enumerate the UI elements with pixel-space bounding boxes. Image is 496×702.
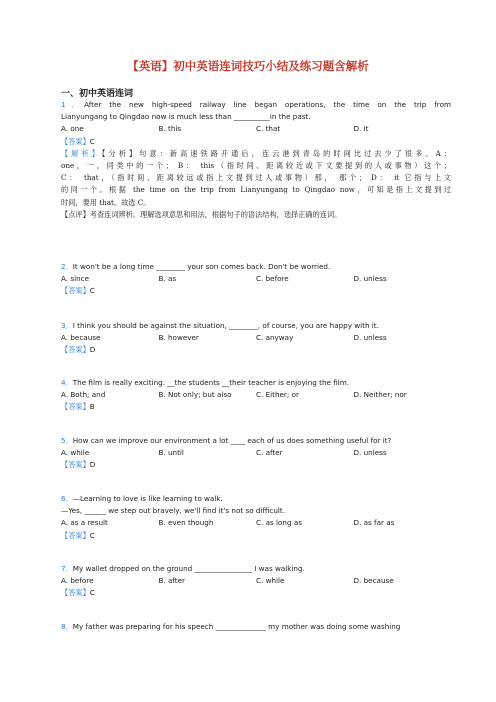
option-b: B. as [158,274,177,284]
question-number: 5． [61,436,73,445]
comment-line: 【点评】考查连词辨析。理解选项意思和用法，根据句子的语法结构，选择正确的连词。 [61,209,342,219]
answer-label: 【答案】 [61,136,90,146]
option-a: A. before [61,576,94,586]
options-row [61,575,451,587]
option-c: C. while [256,576,285,586]
option-c: C. Either; or [256,390,299,400]
option-a: A. one [61,124,84,134]
option-b: B. after [158,576,186,586]
answer-line [61,530,451,542]
question-number: 4． [61,378,73,387]
answer-line [61,344,451,356]
answer-value: C [89,136,95,146]
option-c: C. as long as [256,518,302,528]
answer-value: C [89,286,95,296]
answer-label: 【答案】 [61,345,90,355]
question-text: 7．My wallet dropped on the ground ________________ I was walking. [61,564,305,573]
question-text: Lianyungang to Qingdao now is much less than __________in the past. [61,112,311,122]
question-text: 6．—Learning to love is like learning to walk. [61,494,223,503]
option-d: D. because [353,576,394,586]
question-text: 4．The film is really exciting. __the students __their teacher is enjoying the film. [61,378,350,387]
question-6 [61,493,451,542]
question-text: 8．My father was preparing for his speech ______________ my mother was doing some washing [61,622,401,631]
option-d: D. Neither; nor [353,390,407,400]
analysis-label: 【解析】 [61,148,102,158]
answer-line [61,401,451,413]
analysis-line: C： that，（指时间、距离较远或指上文提到过人或事物）那， 那个； D： it 它指与上文 [61,173,451,183]
analysis-line: 【解析】【分析】句意：新高速铁路开通后，连云港到青岛的时间比过去少了很多。A： [61,148,451,158]
option-a: A. because [61,333,101,343]
answer-line [61,285,451,297]
question-text: 2．It won't be a long time ________ your son comes back. Don't be worried. [61,262,331,271]
analysis-line: 时间，要用 that。故选 C。 [61,197,151,207]
answer-value: B [89,402,95,412]
answer-label: 【答案】 [61,530,90,540]
answer-line [61,459,451,471]
question-4 [61,377,451,414]
question-number: 2． [61,262,73,271]
option-b: B. even though [158,518,214,528]
option-d: D. as far as [353,518,395,528]
question-7 [61,563,451,600]
question-number: 6． [61,494,73,503]
question-2 [61,261,451,298]
question-5 [61,435,451,472]
option-a: A. as a result [61,518,108,528]
question-1 [61,99,451,221]
option-c: C. that [256,124,281,134]
answer-label: 【答案】 [61,402,90,412]
answer-line [61,136,451,148]
options-row [61,389,451,401]
option-d: D. unless [353,448,387,458]
option-b: B. until [158,448,184,458]
option-a: A. Both; and [61,390,106,400]
section-heading: 一、初中英语连词 [61,89,134,99]
option-a: A. while [61,448,90,458]
option-c: C. before [256,274,289,284]
options-row [61,273,451,285]
answer-value: C [89,530,95,540]
option-b: B. however [158,333,199,343]
option-b: B. this [158,124,182,134]
option-c: C. anyway [256,333,294,343]
analysis-line: 的同一个。根据 the time on the trip from Lianyungang to Qingdao now，可知是指上文提到过 [61,185,451,195]
option-d: D. unless [353,274,387,284]
answer-value: D [89,460,96,470]
page-title: 【英语】初中英语连词技巧小结及练习题含解析 [127,59,369,73]
option-d: D. it [353,124,369,134]
question-text: 3．I think you should be against the situation, ________, of course, you are happy with it. [61,321,379,330]
answer-value: D [89,345,96,355]
option-d: D. unless [353,333,387,343]
analysis-line: one，一，同类中的一个； B： this（指时间、距离较近或下文要提到的人或事物）这个； [61,161,451,171]
options-row [61,447,451,459]
question-text: —Yes, ______ we step out bravely, we'll find it's not so difficult. [61,506,285,516]
options-row [61,332,451,344]
answer-label: 【答案】 [61,460,90,470]
question-number: 7． [61,564,73,573]
question-number: 1． [61,100,85,109]
question-number: 8． [61,622,73,631]
option-b: B. Not only; but also [158,390,232,400]
answer-label: 【答案】 [61,286,90,296]
options-row [61,123,451,135]
option-a: A. since [61,274,90,284]
option-c: C. after [256,448,283,458]
question-text: 5．How can we improve our environment a lot ____ each of us does something useful for it? [61,436,392,445]
answer-line [61,587,451,599]
answer-label: 【答案】 [61,588,90,598]
question-number: 3． [61,321,73,330]
question-text: 1．After the new high-speed railway line began operations, the time on the trip from [61,100,451,109]
comment-label: 【点评】 [61,209,90,219]
options-row [61,517,451,529]
answer-value: C [89,588,95,598]
question-3 [61,320,451,357]
question-8 [61,621,451,633]
